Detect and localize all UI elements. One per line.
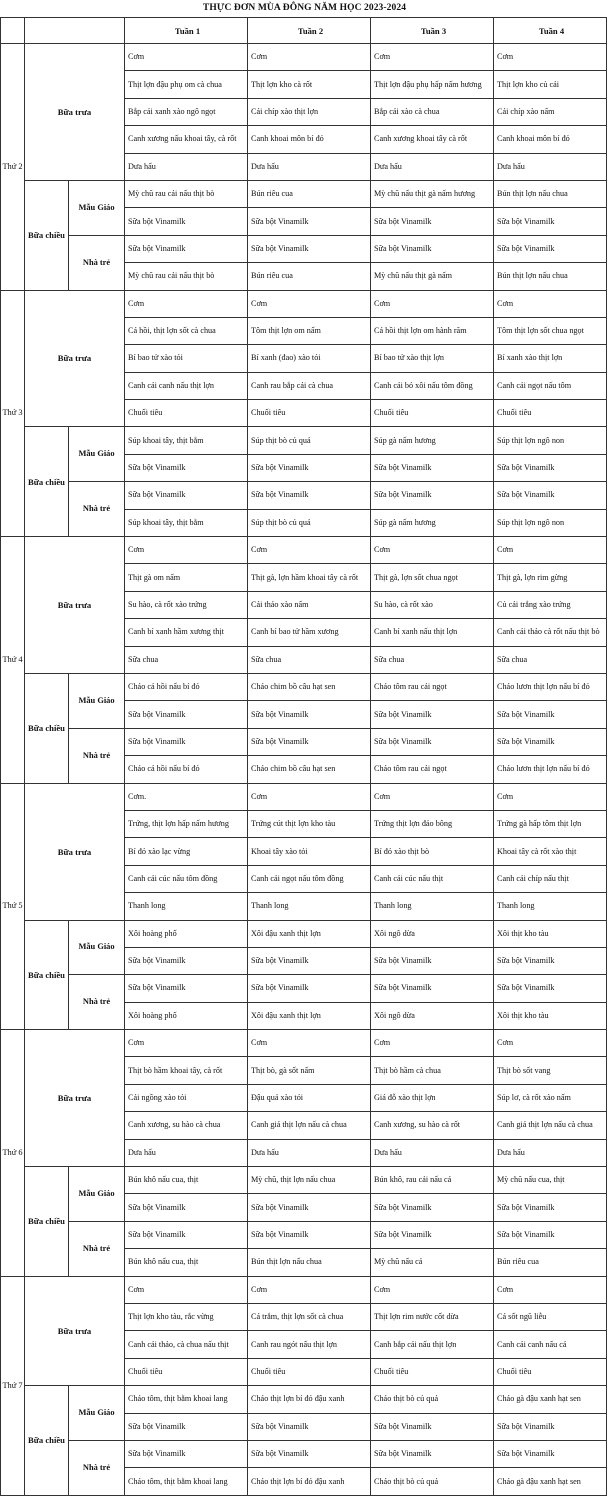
menu-title: THỰC ĐƠN MÙA ĐÔNG NĂM HỌC 2023-2024 bbox=[202, 3, 407, 13]
menu-cell: Bún thịt lợn nấu chua bbox=[494, 263, 607, 290]
menu-cell: Sữa bột Vinamilk bbox=[494, 1221, 607, 1248]
menu-cell: Chuối tiêu bbox=[248, 400, 371, 427]
menu-cell: Bún riêu cua bbox=[248, 263, 371, 290]
menu-cell: Sữa bột Vinamilk bbox=[125, 1221, 248, 1248]
menu-cell: Súp khoai tây, thịt bằm bbox=[125, 427, 248, 454]
header-week-1: Tuần 1 bbox=[125, 18, 248, 44]
menu-cell: Cơm bbox=[125, 1030, 248, 1057]
menu-cell: Cải thảo xào nấm bbox=[248, 591, 371, 618]
menu-cell: Mỳ chũ rau cải nấu thịt bò bbox=[125, 263, 248, 290]
menu-cell: Mỳ chũ rau cải nấu thịt bò bbox=[125, 180, 248, 207]
menu-cell: Sữa bột Vinamilk bbox=[371, 1413, 494, 1440]
menu-cell: Dưa hấu bbox=[371, 1139, 494, 1166]
menu-cell: Xôi hoàng phố bbox=[125, 920, 248, 947]
group-label-kindergarten: Mẫu Giáo bbox=[69, 427, 125, 482]
menu-cell: Cơm bbox=[494, 44, 607, 71]
menu-cell: Canh khoai môn bí đỏ bbox=[494, 126, 607, 153]
menu-cell: Cơm bbox=[125, 290, 248, 317]
menu-cell: Thanh long bbox=[248, 893, 371, 920]
menu-cell: Canh cải ngọt nấu tôm bbox=[494, 372, 607, 399]
menu-cell: Cháo gà đậu xanh hạt sen bbox=[494, 1468, 607, 1495]
menu-cell: Canh xương, su hào cà chua bbox=[125, 1112, 248, 1139]
table-row bbox=[1, 1276, 607, 1303]
table-row bbox=[1, 1030, 607, 1057]
menu-cell: Thịt lợn kho tàu, rắc vừng bbox=[125, 1303, 248, 1330]
menu-cell: Súp thịt bò củ quả bbox=[248, 509, 371, 536]
menu-cell: Sữa bột Vinamilk bbox=[125, 1413, 248, 1440]
menu-cell: Dưa hấu bbox=[494, 153, 607, 180]
menu-cell: Thanh long bbox=[125, 893, 248, 920]
menu-cell: Súp thịt bò củ quả bbox=[248, 427, 371, 454]
menu-cell: Cháo cá hồi nấu bí đỏ bbox=[125, 673, 248, 700]
menu-cell: Súp khoai tây, thịt bằm bbox=[125, 509, 248, 536]
menu-cell: Sữa bột Vinamilk bbox=[371, 235, 494, 262]
menu-cell: Sữa bột Vinamilk bbox=[248, 1221, 371, 1248]
menu-cell: Canh giá thịt lợn nấu cà chua bbox=[248, 1112, 371, 1139]
menu-cell: Thịt gà, lợn hầm khoai tây cà rốt bbox=[248, 564, 371, 591]
menu-cell: Sữa chua bbox=[248, 646, 371, 673]
table-row bbox=[1, 975, 607, 1002]
menu-cell: Cháo lươn thịt lợn nấu bí đỏ bbox=[494, 756, 607, 783]
menu-cell: Dưa hấu bbox=[494, 1139, 607, 1166]
header-week-3: Tuần 3 bbox=[371, 18, 494, 44]
table-row bbox=[1, 673, 607, 700]
table-row bbox=[1, 728, 607, 755]
menu-cell: Bí đỏ xào thịt bò bbox=[371, 838, 494, 865]
header-row bbox=[1, 18, 607, 44]
menu-table bbox=[0, 17, 607, 1496]
menu-cell: Thịt gà, lợn sốt chua ngọt bbox=[371, 564, 494, 591]
table-row bbox=[1, 427, 607, 454]
table-row bbox=[1, 1440, 607, 1467]
day-label: Thứ 5 bbox=[1, 783, 25, 1030]
menu-cell: Cơm bbox=[494, 290, 607, 317]
menu-cell: Sữa chua bbox=[371, 646, 494, 673]
menu-cell: Sữa bột Vinamilk bbox=[371, 728, 494, 755]
menu-cell: Thịt bò hầm khoai tây, cà rốt bbox=[125, 1057, 248, 1084]
menu-cell: Sữa bột Vinamilk bbox=[125, 728, 248, 755]
menu-cell: Thịt gà om nấm bbox=[125, 564, 248, 591]
menu-cell: Cơm bbox=[248, 290, 371, 317]
day-label: Thứ 4 bbox=[1, 537, 25, 784]
menu-cell: Thịt lợn kho cà rốt bbox=[248, 71, 371, 98]
menu-cell: Canh bí xanh hầm xương thịt bbox=[125, 619, 248, 646]
menu-cell: Khoai tây xào tỏi bbox=[248, 838, 371, 865]
menu-cell: Trứng gà hấp tôm thịt lợn bbox=[494, 810, 607, 837]
menu-cell: Cá trắm, thịt lợn sốt cà chua bbox=[248, 1303, 371, 1330]
meal-label-afternoon: Bữa chiều bbox=[25, 427, 69, 537]
menu-cell: Mỳ chũ, thịt lợn nấu chua bbox=[248, 1167, 371, 1194]
menu-cell: Cháo thịt bò củ quả bbox=[371, 1386, 494, 1413]
menu-cell: Su hào, cà rốt xào bbox=[371, 591, 494, 618]
menu-cell: Canh cải cúc nấu thịt bbox=[371, 865, 494, 892]
group-label-kindergarten: Mẫu Giáo bbox=[69, 1167, 125, 1222]
menu-cell: Trứng, thịt lợn hấp nấm hương bbox=[125, 810, 248, 837]
menu-cell: Thịt lợn đậu phụ om cà chua bbox=[125, 71, 248, 98]
menu-cell: Mỳ chũ nấu thịt gà nấm hương bbox=[371, 180, 494, 207]
group-label-nursery: Nhà trẻ bbox=[69, 975, 125, 1030]
menu-cell: Trứng thịt lợn đảo bông bbox=[371, 810, 494, 837]
menu-cell: Sữa bột Vinamilk bbox=[248, 235, 371, 262]
menu-cell: Sữa bột Vinamilk bbox=[494, 1194, 607, 1221]
menu-cell: Súp thịt lợn ngô non bbox=[494, 427, 607, 454]
menu-cell: Sữa bột Vinamilk bbox=[371, 1194, 494, 1221]
menu-cell: Bún thịt lợn nấu chua bbox=[494, 180, 607, 207]
day-label: Thứ 3 bbox=[1, 290, 25, 537]
group-label-nursery: Nhà trẻ bbox=[69, 482, 125, 537]
menu-cell: Canh cải canh nấu cá bbox=[494, 1331, 607, 1358]
menu-cell: Cháo tôm rau cải ngọt bbox=[371, 673, 494, 700]
table-row bbox=[1, 920, 607, 947]
menu-cell: Sữa bột Vinamilk bbox=[371, 1440, 494, 1467]
menu-cell: Cải chíp xào thịt lợn bbox=[248, 98, 371, 125]
menu-cell: Sữa bột Vinamilk bbox=[494, 701, 607, 728]
menu-cell: Cơm bbox=[371, 537, 494, 564]
menu-cell: Canh bắp cải nấu thịt lợn bbox=[371, 1331, 494, 1358]
menu-cell: Mỳ chũ nấu thịt gà nấm bbox=[371, 263, 494, 290]
menu-cell: Sữa bột Vinamilk bbox=[248, 975, 371, 1002]
menu-cell: Bún riêu cua bbox=[494, 1249, 607, 1276]
menu-cell: Cá sốt ngũ liễu bbox=[494, 1303, 607, 1330]
menu-cell: Sữa bột Vinamilk bbox=[125, 454, 248, 481]
menu-cell: Canh xương nấu khoai tây, cà rốt bbox=[125, 126, 248, 153]
menu-cell: Xôi hoàng phố bbox=[125, 1002, 248, 1029]
menu-cell: Dưa hấu bbox=[248, 1139, 371, 1166]
menu-cell: Bún riêu cua bbox=[248, 180, 371, 207]
meal-label-lunch: Bữa trưa bbox=[25, 44, 125, 181]
menu-cell: Canh cải ngọt nấu tôm đồng bbox=[248, 865, 371, 892]
menu-cell: Thịt bò sốt vang bbox=[494, 1057, 607, 1084]
menu-cell: Canh xương khoai tây cà rốt bbox=[371, 126, 494, 153]
menu-cell: Cháo cá hồi nấu bí đỏ bbox=[125, 756, 248, 783]
menu-cell: Sữa bột Vinamilk bbox=[248, 728, 371, 755]
menu-cell: Thịt lợn đậu phụ hấp nấm hương bbox=[371, 71, 494, 98]
menu-body bbox=[1, 44, 607, 1496]
menu-cell: Cơm bbox=[248, 783, 371, 810]
header-week-2: Tuần 2 bbox=[248, 18, 371, 44]
table-row bbox=[1, 537, 607, 564]
day-label: Thứ 7 bbox=[1, 1276, 25, 1495]
menu-cell: Sữa bột Vinamilk bbox=[494, 208, 607, 235]
menu-cell: Sữa bột Vinamilk bbox=[494, 235, 607, 262]
menu-cell: Cháo thịt bò củ quả bbox=[371, 1468, 494, 1495]
menu-cell: Sữa bột Vinamilk bbox=[248, 1440, 371, 1467]
menu-cell: Mỳ chũ nấu cua, thịt bbox=[494, 1167, 607, 1194]
menu-cell: Chuối tiêu bbox=[371, 400, 494, 427]
menu-cell: Sữa bột Vinamilk bbox=[125, 1440, 248, 1467]
menu-cell: Cơm bbox=[494, 783, 607, 810]
menu-cell: Canh bí xanh nấu thịt lợn bbox=[371, 619, 494, 646]
meal-label-lunch: Bữa trưa bbox=[25, 537, 125, 674]
meal-label-lunch: Bữa trưa bbox=[25, 290, 125, 427]
menu-cell: Sữa bột Vinamilk bbox=[371, 701, 494, 728]
menu-cell: Sữa chua bbox=[125, 646, 248, 673]
menu-cell: Canh giá thịt lợn nấu cà chua bbox=[494, 1112, 607, 1139]
menu-cell: Trứng cút thịt lợn kho tàu bbox=[248, 810, 371, 837]
header-week-4: Tuần 4 bbox=[494, 18, 607, 44]
meal-label-lunch: Bữa trưa bbox=[25, 783, 125, 920]
menu-cell: Dưa hấu bbox=[125, 1139, 248, 1166]
menu-cell: Chuối tiêu bbox=[371, 1358, 494, 1385]
menu-cell: Canh cải canh nấu thịt lợn bbox=[125, 372, 248, 399]
menu-cell: Sữa bột Vinamilk bbox=[494, 1413, 607, 1440]
menu-cell: Bún khô nấu cua, thịt bbox=[125, 1249, 248, 1276]
menu-cell: Sữa bột Vinamilk bbox=[494, 728, 607, 755]
menu-cell: Súp gà nấm hương bbox=[371, 427, 494, 454]
menu-cell: Cháo gà đậu xanh hạt sen bbox=[494, 1386, 607, 1413]
menu-cell: Sữa bột Vinamilk bbox=[371, 975, 494, 1002]
table-row bbox=[1, 1167, 607, 1194]
header-blank-day bbox=[1, 18, 25, 44]
menu-cell: Sữa bột Vinamilk bbox=[371, 947, 494, 974]
group-label-kindergarten: Mẫu Giáo bbox=[69, 1386, 125, 1441]
table-row bbox=[1, 235, 607, 262]
menu-cell: Dưa hấu bbox=[248, 153, 371, 180]
meal-label-afternoon: Bữa chiều bbox=[25, 1167, 69, 1277]
menu-cell: Cháo thịt lợn bí đỏ đậu xanh bbox=[248, 1386, 371, 1413]
menu-cell: Dưa hấu bbox=[371, 153, 494, 180]
menu-cell: Bí xanh xào thịt lợn bbox=[494, 345, 607, 372]
menu-cell: Cơm bbox=[494, 537, 607, 564]
menu-cell: Cháo lươn thịt lợn nấu bí đỏ bbox=[494, 673, 607, 700]
menu-cell: Xôi đậu xanh thịt lợn bbox=[248, 920, 371, 947]
menu-cell: Sữa bột Vinamilk bbox=[248, 1413, 371, 1440]
menu-cell: Cơm bbox=[371, 1276, 494, 1303]
meal-label-afternoon: Bữa chiều bbox=[25, 1386, 69, 1496]
menu-cell: Canh cải chíp nấu thịt bbox=[494, 865, 607, 892]
group-label-kindergarten: Mẫu Giáo bbox=[69, 673, 125, 728]
menu-cell: Cháo thịt lợn bí đỏ đậu xanh bbox=[248, 1468, 371, 1495]
table-row bbox=[1, 44, 607, 71]
menu-cell: Sữa bột Vinamilk bbox=[371, 208, 494, 235]
menu-cell: Cơm bbox=[248, 44, 371, 71]
menu-cell: Cơm bbox=[125, 1276, 248, 1303]
menu-cell: Chuối tiêu bbox=[494, 400, 607, 427]
menu-cell: Bí bao tử xào thịt lợn bbox=[371, 345, 494, 372]
menu-cell: Cơm bbox=[371, 783, 494, 810]
menu-cell: Cháo chim bồ câu hạt sen bbox=[248, 673, 371, 700]
menu-cell: Canh khoai môn bí đỏ bbox=[248, 126, 371, 153]
day-label: Thứ 6 bbox=[1, 1030, 25, 1277]
menu-cell: Sữa bột Vinamilk bbox=[125, 1194, 248, 1221]
menu-cell: Bắp cải xào cà chua bbox=[371, 98, 494, 125]
meal-label-lunch: Bữa trưa bbox=[25, 1276, 125, 1386]
menu-cell: Cháo tôm, thịt bằm khoai lang bbox=[125, 1468, 248, 1495]
group-label-kindergarten: Mẫu Giáo bbox=[69, 920, 125, 975]
menu-cell: Cơm bbox=[248, 1030, 371, 1057]
menu-cell: Bí xanh (đao) xào tỏi bbox=[248, 345, 371, 372]
menu-cell: Cơm. bbox=[125, 783, 248, 810]
menu-cell: Canh rau ngót nấu thịt lợn bbox=[248, 1331, 371, 1358]
menu-cell: Cơm bbox=[125, 44, 248, 71]
menu-cell: Sữa bột Vinamilk bbox=[125, 701, 248, 728]
menu-cell: Cơm bbox=[125, 537, 248, 564]
menu-cell: Cải chíp xào nấm bbox=[494, 98, 607, 125]
menu-cell: Súp lơ, cà rốt xào nấm bbox=[494, 1084, 607, 1111]
menu-cell: Chuối tiêu bbox=[494, 1358, 607, 1385]
menu-cell: Canh cải thảo, cà chua nấu thịt bbox=[125, 1331, 248, 1358]
menu-cell: Chuối tiêu bbox=[125, 1358, 248, 1385]
menu-cell: Thịt lợn rim nước cốt dừa bbox=[371, 1303, 494, 1330]
menu-cell: Chuối tiêu bbox=[125, 400, 248, 427]
group-label-nursery: Nhà trẻ bbox=[69, 1221, 125, 1276]
menu-cell: Sữa chua bbox=[494, 646, 607, 673]
header-blank-meal bbox=[25, 18, 125, 44]
menu-cell: Bí đỏ xào lạc vừng bbox=[125, 838, 248, 865]
menu-cell: Giá đỗ xào thịt lợn bbox=[371, 1084, 494, 1111]
menu-cell: Sữa bột Vinamilk bbox=[248, 1194, 371, 1221]
menu-cell: Cơm bbox=[371, 1030, 494, 1057]
menu-cell: Cá hồi thịt lợn om hành răm bbox=[371, 317, 494, 344]
menu-cell: Cơm bbox=[248, 537, 371, 564]
menu-cell: Sữa bột Vinamilk bbox=[494, 482, 607, 509]
menu-cell: Cơm bbox=[494, 1030, 607, 1057]
meal-label-afternoon: Bữa chiều bbox=[25, 180, 69, 290]
menu-cell: Thịt bò hầm cà chua bbox=[371, 1057, 494, 1084]
menu-cell: Súp gà nấm hương bbox=[371, 509, 494, 536]
menu-cell: Thịt gà, lợn rim gừng bbox=[494, 564, 607, 591]
menu-cell: Thịt bò, gà sốt nấm bbox=[248, 1057, 371, 1084]
menu-cell: Canh rau bắp cải cà chua bbox=[248, 372, 371, 399]
menu-cell: Bún thịt lợn nấu chua bbox=[248, 1249, 371, 1276]
menu-cell: Canh cải cúc nấu tôm đồng bbox=[125, 865, 248, 892]
menu-cell: Bún khô nấu cua, thịt bbox=[125, 1167, 248, 1194]
menu-cell: Mỳ chũ nấu cá bbox=[371, 1249, 494, 1276]
menu-cell: Sữa bột Vinamilk bbox=[371, 482, 494, 509]
group-label-nursery: Nhà trẻ bbox=[69, 728, 125, 783]
group-label-kindergarten: Mẫu Giáo bbox=[69, 180, 125, 235]
menu-cell: Cơm bbox=[248, 1276, 371, 1303]
menu-cell: Sữa bột Vinamilk bbox=[125, 235, 248, 262]
table-row bbox=[1, 1386, 607, 1413]
meal-label-afternoon: Bữa chiều bbox=[25, 673, 69, 783]
menu-cell: Sữa bột Vinamilk bbox=[371, 1221, 494, 1248]
menu-cell: Xôi đậu xanh thịt lợn bbox=[248, 1002, 371, 1029]
menu-cell: Su hào, cà rốt xào trứng bbox=[125, 591, 248, 618]
menu-cell: Sữa bột Vinamilk bbox=[125, 975, 248, 1002]
menu-cell: Cơm bbox=[371, 44, 494, 71]
menu-cell: Khoai tây cà rốt xào thịt bbox=[494, 838, 607, 865]
group-label-nursery: Nhà trẻ bbox=[69, 1440, 125, 1495]
menu-cell: Sữa bột Vinamilk bbox=[494, 1440, 607, 1467]
menu-cell: Canh bí bao tử hầm xương bbox=[248, 619, 371, 646]
meal-label-lunch: Bữa trưa bbox=[25, 1030, 125, 1167]
menu-cell: Sữa bột Vinamilk bbox=[248, 701, 371, 728]
menu-cell: Xôi thịt kho tàu bbox=[494, 920, 607, 947]
menu-cell: Sữa bột Vinamilk bbox=[125, 947, 248, 974]
menu-cell: Thanh long bbox=[494, 893, 607, 920]
menu-cell: Đậu quả xào tỏi bbox=[248, 1084, 371, 1111]
menu-cell: Thanh long bbox=[371, 893, 494, 920]
table-row bbox=[1, 180, 607, 207]
table-row bbox=[1, 482, 607, 509]
menu-cell: Sữa bột Vinamilk bbox=[371, 454, 494, 481]
menu-cell: Sữa bột Vinamilk bbox=[248, 454, 371, 481]
menu-cell: Sữa bột Vinamilk bbox=[494, 454, 607, 481]
menu-cell: Xôi ngô dừa bbox=[371, 920, 494, 947]
menu-cell: Cải ngồng xào tỏi bbox=[125, 1084, 248, 1111]
menu-cell: Canh cải thảo cà rốt nấu thịt bò bbox=[494, 619, 607, 646]
meal-label-afternoon: Bữa chiều bbox=[25, 920, 69, 1030]
menu-cell: Sữa bột Vinamilk bbox=[494, 975, 607, 1002]
menu-cell: Cơm bbox=[494, 1276, 607, 1303]
day-label: Thứ 2 bbox=[1, 44, 25, 291]
menu-cell: Sữa bột Vinamilk bbox=[494, 947, 607, 974]
table-row bbox=[1, 1221, 607, 1248]
menu-cell: Cháo tôm, thịt bằm khoai lang bbox=[125, 1386, 248, 1413]
menu-cell: Súp thịt lợn ngô non bbox=[494, 509, 607, 536]
menu-cell: Dưa hấu bbox=[125, 153, 248, 180]
group-label-nursery: Nhà trẻ bbox=[69, 235, 125, 290]
table-row bbox=[1, 783, 607, 810]
menu-cell: Cơm bbox=[371, 290, 494, 317]
menu-cell: Xôi thịt kho tàu bbox=[494, 1002, 607, 1029]
menu-cell: Tôm thịt lợn sốt chua ngọt bbox=[494, 317, 607, 344]
menu-cell: Bắp cải xanh xào ngô ngọt bbox=[125, 98, 248, 125]
menu-cell: Cá hồi, thịt lợn sốt cà chua bbox=[125, 317, 248, 344]
menu-cell: Sữa bột Vinamilk bbox=[125, 208, 248, 235]
menu-cell: Sữa bột Vinamilk bbox=[248, 947, 371, 974]
table-row bbox=[1, 290, 607, 317]
menu-cell: Thịt lợn kho củ cải bbox=[494, 71, 607, 98]
menu-cell: Sữa bột Vinamilk bbox=[248, 482, 371, 509]
menu-cell: Xôi ngô dừa bbox=[371, 1002, 494, 1029]
menu-cell: Sữa bột Vinamilk bbox=[248, 208, 371, 235]
menu-cell: Canh xương, su hào cà rốt bbox=[371, 1112, 494, 1139]
menu-cell: Củ cải trắng xào trứng bbox=[494, 591, 607, 618]
menu-cell: Bí bao tử xào tỏi bbox=[125, 345, 248, 372]
menu-cell: Tôm thịt lợn om nấm bbox=[248, 317, 371, 344]
menu-cell: Bún khô, rau cải nấu cá bbox=[371, 1167, 494, 1194]
menu-cell: Cháo chim bồ câu hạt sen bbox=[248, 756, 371, 783]
menu-cell: Chuối tiêu bbox=[248, 1358, 371, 1385]
menu-cell: Cháo tôm rau cải ngọt bbox=[371, 756, 494, 783]
menu-cell: Canh cải bó xôi nấu tôm đồng bbox=[371, 372, 494, 399]
menu-cell: Sữa bột Vinamilk bbox=[125, 482, 248, 509]
